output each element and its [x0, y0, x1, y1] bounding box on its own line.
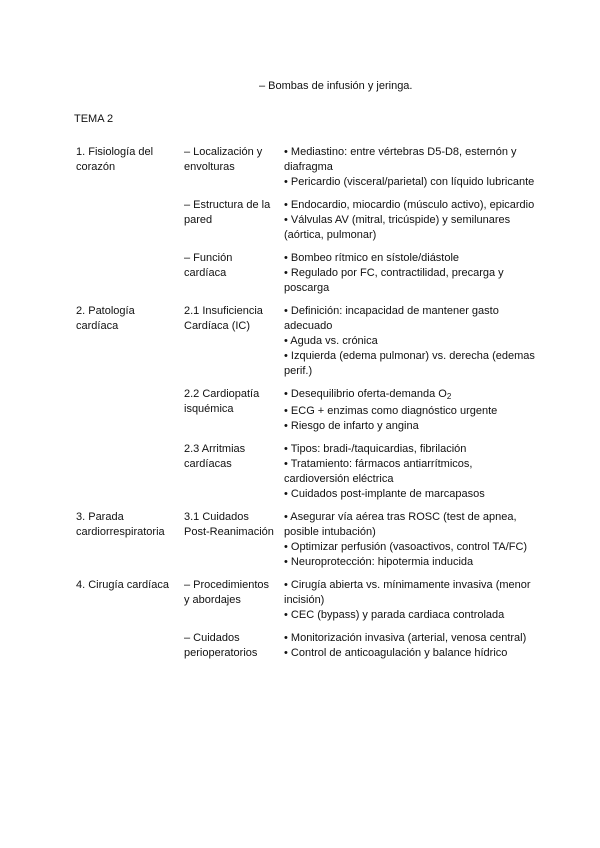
- section-title: 4. Cirugía cardíaca: [76, 579, 169, 591]
- bullet-point: • Válvulas AV (mitral, tricúspide) y semilunares (aórtica, pulmonar): [284, 214, 511, 241]
- table-row: [72, 510, 542, 578]
- bullet-point: • Bombeo rítmico en sístole/diástole: [284, 252, 460, 264]
- bullet-point: • Tipos: bradi-/taquicardias, fibrilación: [284, 443, 467, 455]
- bullet-point: • Mediastino: entre vértebras D5-D8, esternón y diafragma: [284, 146, 517, 173]
- bullet-point: • Monitorización invasiva (arterial, venosa central): [284, 632, 527, 644]
- subsection-label: – Localización y envolturas: [184, 146, 263, 173]
- tema-title: TEMA 2: [74, 113, 114, 125]
- bullet-point: • Cuidados post-implante de marcapasos: [284, 488, 485, 500]
- bullet-point: • Regulado por FC, contractilidad, precarga y poscarga: [284, 267, 504, 294]
- bullet-point: • CEC (bypass) y parada cardiaca controlada: [284, 609, 505, 621]
- header-line: – Bombas de infusión y jeringa.: [259, 80, 413, 92]
- subsection-label: 2.2 Cardiopatía isquémica: [184, 388, 260, 415]
- bullet-point: [284, 387, 538, 404]
- subsection-label: – Función cardíaca: [184, 252, 233, 279]
- bullet-point: • Definición: incapacidad de mantener gasto adecuado: [284, 305, 499, 332]
- subsection-points: [280, 304, 542, 387]
- bullet-point: • Control de anticoagulación y balance hídrico: [284, 647, 508, 659]
- subsection-label: 3.1 Cuidados Post-Reanimación: [184, 511, 274, 538]
- subsection-points: [280, 442, 542, 510]
- subsection-label: – Cuidados perioperatorios: [184, 632, 258, 659]
- bullet-text: • Desequilibrio oferta-demanda O: [284, 388, 447, 400]
- bullet-point: • Neuroprotección: hipotermia inducida: [284, 556, 474, 568]
- table-row: [72, 304, 542, 387]
- subsection-label: 2.3 Arritmias cardíacas: [184, 443, 246, 470]
- bullet-point: • Cirugía abierta vs. mínimamente invasiva (menor incisión): [284, 579, 531, 606]
- subsection-points: [280, 251, 542, 304]
- bullet-point: • ECG + enzimas como diagnóstico urgente: [284, 405, 498, 417]
- outline-table: [72, 145, 542, 669]
- bullet-point: • Tratamiento: fármacos antiarrítmicos, cardioversión eléctrica: [284, 458, 473, 485]
- bullet-point: • Optimizar perfusión (vasoactivos, control TA/FC): [284, 541, 528, 553]
- subsection-points: [280, 631, 542, 669]
- subscript: 2: [446, 392, 452, 401]
- bullet-point: • Riesgo de infarto y angina: [284, 420, 419, 432]
- subsection-points: [280, 578, 542, 631]
- subsection-label: – Estructura de la pared: [184, 199, 271, 226]
- bullet-point: • Aguda vs. crónica: [284, 335, 378, 347]
- bullet-point: • Izquierda (edema pulmonar) vs. derecha (edemas perif.): [284, 350, 535, 377]
- bullet-point: • Endocardio, miocardio (músculo activo), epicardio: [284, 199, 535, 211]
- table-row: [72, 145, 542, 198]
- bullet-point: • Asegurar vía aérea tras ROSC (test de apnea, posible intubación): [284, 511, 517, 538]
- table-row: [72, 578, 542, 631]
- section-title: 3. Parada cardiorrespiratoria: [76, 511, 165, 538]
- section-title: 2. Patología cardíaca: [76, 305, 135, 332]
- subsection-label: – Procedimientos y abordajes: [184, 579, 269, 606]
- bullet-point: • Pericardio (visceral/parietal) con líquido lubricante: [284, 176, 535, 188]
- subsection-points: [280, 145, 542, 198]
- subsection-label: 2.1 Insuficiencia Cardíaca (IC): [184, 305, 263, 332]
- subsection-points: [280, 510, 542, 578]
- subsection-points: [280, 198, 542, 251]
- subsection-points: [280, 387, 542, 442]
- section-title: 1. Fisiología del corazón: [76, 146, 154, 173]
